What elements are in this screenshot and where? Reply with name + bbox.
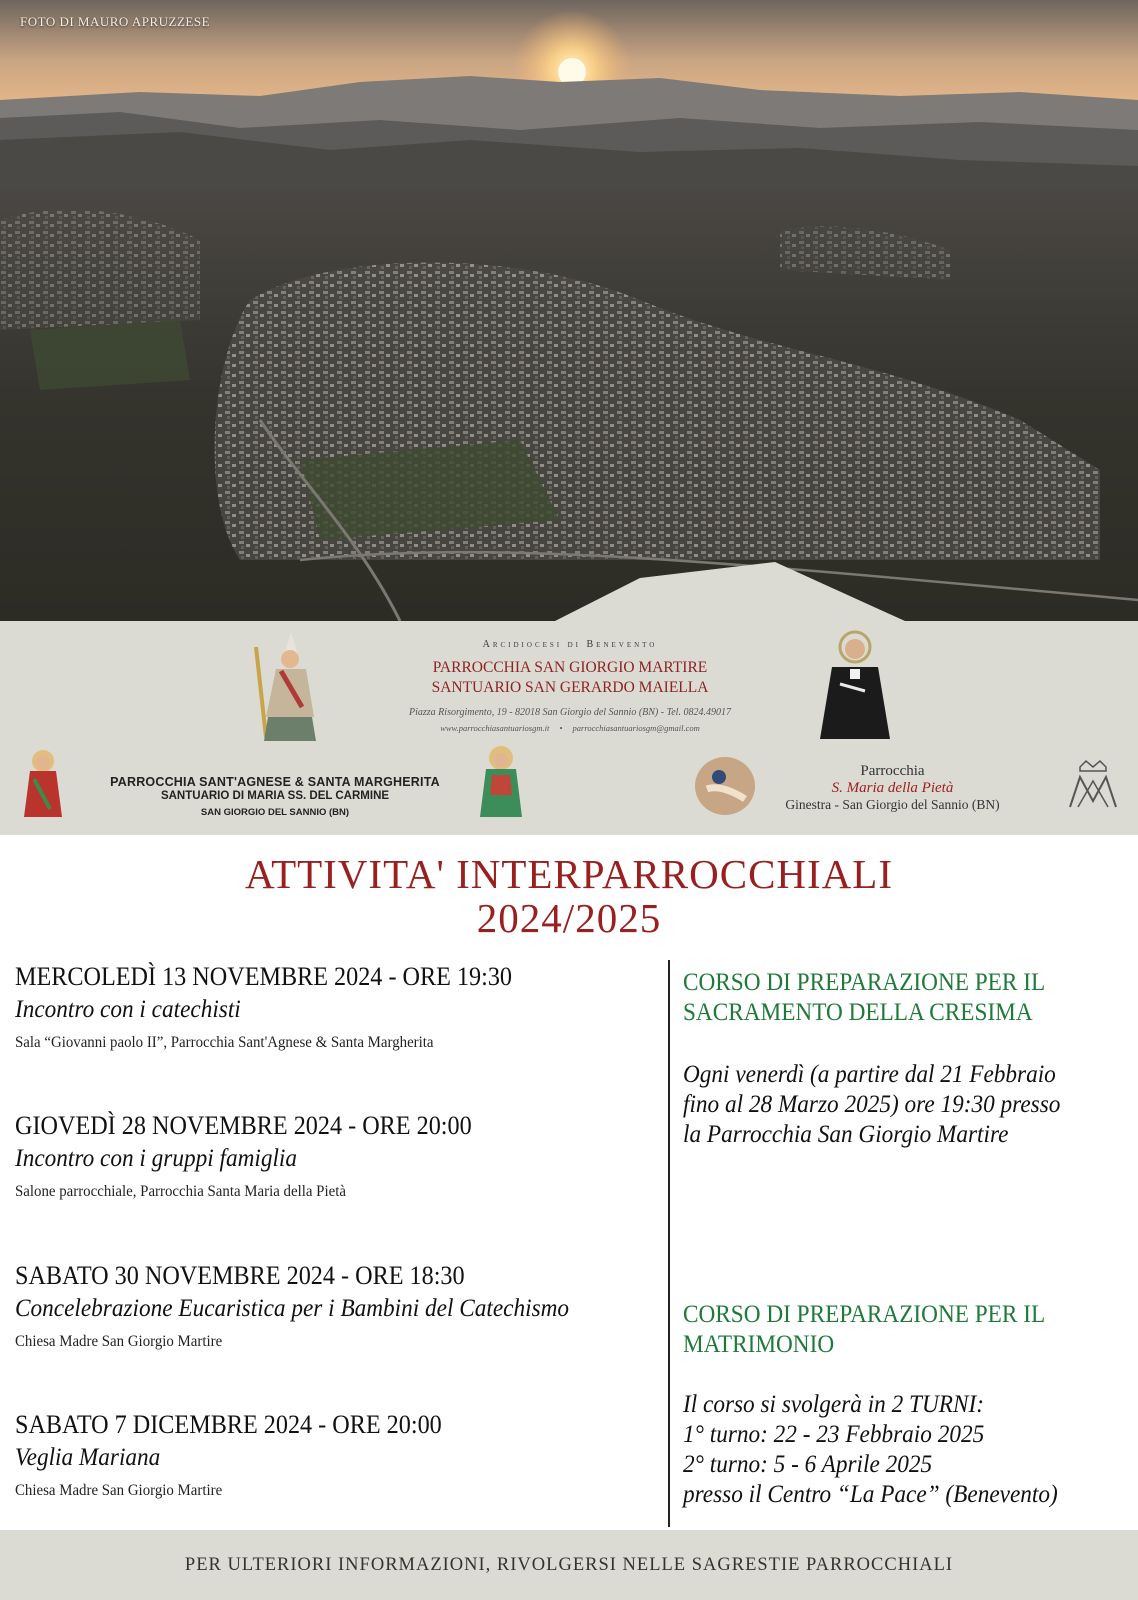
- event-date-time: SABATO 7 DICEMBRE 2024 - ORE 20:00: [15, 1410, 442, 1439]
- parish-sant-agnese-info: [75, 775, 475, 818]
- pieta-painting-image: [693, 755, 757, 817]
- photo-credit: FOTO DI MAURO APRUZZESE: [20, 14, 211, 29]
- parish-pieta-line2: S. Maria della Pietà: [831, 780, 954, 796]
- archdiocese-label: Arcidiocesi di Benevento: [482, 639, 658, 650]
- aerial-photo: [0, 0, 1138, 621]
- footer-text: PER ULTERIORI INFORMAZIONI, RIVOLGERSI NELLE SAGRESTIE PARROCCHIALI: [184, 1555, 954, 1575]
- course-heading: [683, 968, 1092, 1028]
- course-detail-line: 1° turno: 22 - 23 Febbraio 2025: [683, 1421, 985, 1448]
- event-date-time: MERCOLEDÌ 13 NOVEMBRE 2024 - ORE 19:30: [15, 962, 513, 991]
- parish-sant-agnese-line1: PARROCCHIA SANT'AGNESE & SANTA MARGHERITA: [110, 775, 440, 789]
- aerial-landscape-illustration: [0, 0, 1138, 621]
- parish-header-band: [0, 621, 1138, 835]
- course-heading-line: SACRAMENTO DELLA CRESIMA: [683, 999, 1033, 1026]
- parish-pieta-line3: Ginestra - San Giorgio del Sannio (BN): [785, 797, 1000, 812]
- parish-name-line2: SANTUARIO SAN GERARDO MAIELLA: [431, 679, 709, 696]
- course-heading-line: CORSO DI PREPARAZIONE PER IL: [683, 1301, 1046, 1328]
- course-heading: [683, 1300, 1092, 1360]
- course-heading-line: CORSO DI PREPARAZIONE PER IL: [683, 969, 1046, 996]
- footer-info-bar: [0, 1530, 1138, 1600]
- parish-name: [340, 658, 800, 698]
- course-heading-line: MATRIMONIO: [683, 1331, 835, 1358]
- page-title-line1: ATTIVITA' INTERPARROCCHIALI: [245, 851, 893, 897]
- event-location: Sala “Giovanni paolo II”, Parrocchia Sant'Agnese & Santa Margherita: [15, 1034, 434, 1051]
- parish-sant-agnese-line3: SAN GIORGIO DEL SANNIO (BN): [200, 807, 350, 818]
- event-title: Veglia Mariana: [15, 1444, 161, 1471]
- separator-dot: •: [559, 723, 563, 733]
- saint-agnes-statue-image: [14, 749, 72, 817]
- parish-pieta-line1: Parrocchia: [860, 763, 925, 779]
- course-detail-line: la Parrocchia San Giorgio Martire: [683, 1121, 1009, 1148]
- saint-margaret-statue-image: [470, 745, 532, 817]
- event-location: Salone parrocchiale, Parrocchia Santa Maria della Pietà: [15, 1183, 346, 1200]
- event-title: Concelebrazione Eucaristica per i Bambini del Catechismo: [15, 1295, 570, 1322]
- course-marriage: [683, 1300, 1123, 1510]
- event-item: [15, 1261, 665, 1351]
- event-title: Incontro con i gruppi famiglia: [15, 1145, 298, 1172]
- marian-monogram-icon: [1062, 757, 1124, 819]
- parish-contacts: [340, 723, 800, 733]
- course-detail-line: 2° turno: 5 - 6 Aprile 2025: [683, 1451, 933, 1478]
- event-title: Incontro con i catechisti: [15, 996, 241, 1023]
- event-date-time: GIOVEDÌ 28 NOVEMBRE 2024 - ORE 20:00: [15, 1111, 472, 1140]
- event-item: [15, 1111, 665, 1201]
- event-location: Chiesa Madre San Giorgio Martire: [15, 1482, 223, 1499]
- course-detail-line: fino al 28 Marzo 2025) ore 19:30 presso: [683, 1091, 1061, 1118]
- column-divider: [668, 960, 670, 1527]
- event-item: [15, 962, 665, 1052]
- parish-address: Piazza Risorgimento, 19 - 82018 San Giorgio del Sannio (BN) - Tel. 0824.49017: [409, 707, 731, 718]
- parish-name-line1: PARROCCHIA SAN GIORGIO MARTIRE: [432, 659, 708, 676]
- saint-gerard-statue-image: [810, 629, 900, 739]
- course-confirmation: [683, 968, 1123, 1150]
- course-details: [683, 1060, 1092, 1150]
- course-details: [683, 1390, 1092, 1510]
- course-detail-line: Ogni venerdì (a partire dal 21 Febbraio: [683, 1061, 1056, 1088]
- parish-sant-agnese-line2: SANTUARIO DI MARIA SS. DEL CARMINE: [160, 790, 390, 802]
- parish-email-link[interactable]: parrocchiasantuariosgm@gmail.com: [572, 723, 700, 733]
- event-location: Chiesa Madre San Giorgio Martire: [15, 1333, 223, 1350]
- course-detail-line: presso il Centro “La Pace” (Benevento): [683, 1481, 1058, 1508]
- event-date-time: SABATO 30 NOVEMBRE 2024 - ORE 18:30: [15, 1261, 465, 1290]
- course-detail-line: Il corso si svolgerà in 2 TURNI:: [683, 1391, 984, 1418]
- page-title-year: 2024/2025: [476, 895, 662, 941]
- parish-website-link[interactable]: www.parrocchiasantuariosgm.it: [440, 723, 550, 733]
- parish-pieta-info: [760, 763, 1025, 813]
- event-item: [15, 1410, 665, 1500]
- page-title: [0, 852, 1138, 940]
- saint-george-statue-image: [236, 627, 336, 745]
- main-parish-info: [340, 639, 800, 733]
